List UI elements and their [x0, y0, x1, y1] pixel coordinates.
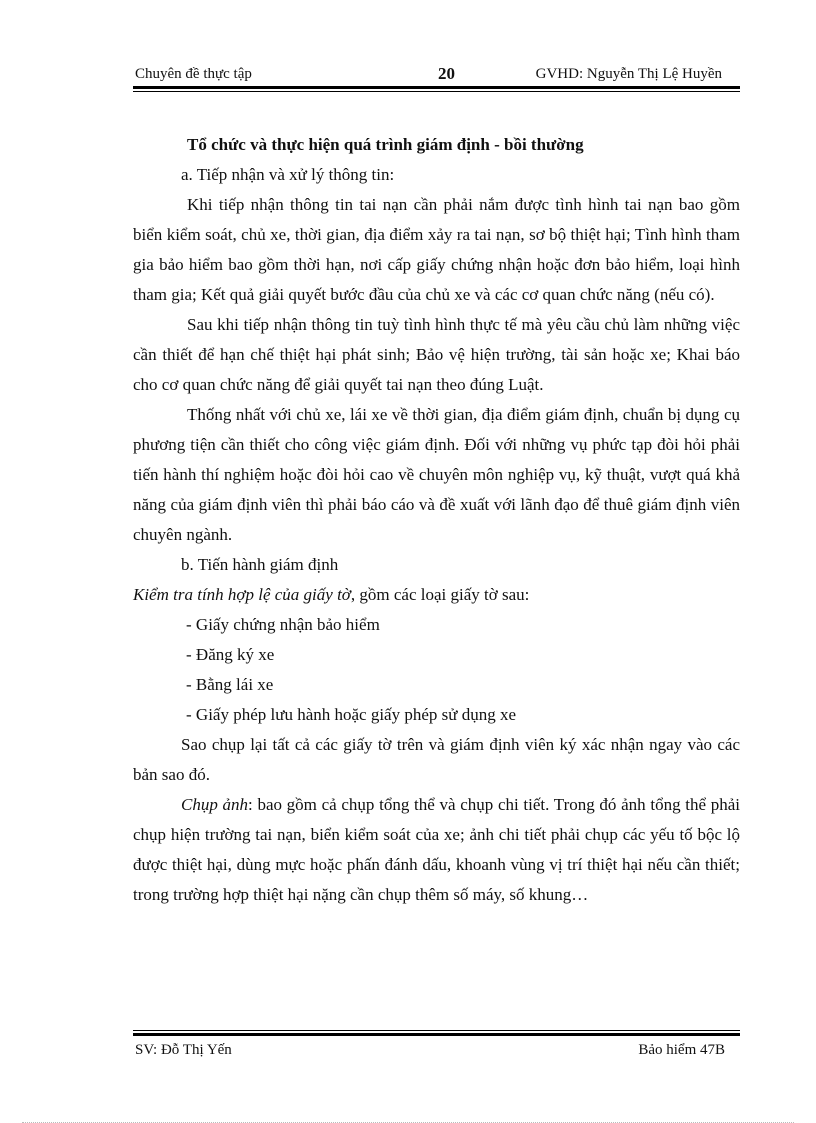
- paragraph-agreement: Thống nhất với chủ xe, lái xe về thời gian, địa điểm giám định, chuẩn bị dụng cụ phương tiện cần thiết cho công việc giám định. Đối với những vụ phức tạp đòi hỏi phải tiến hành thí nghiệm hoặc đòi hỏi cao về chuyên môn nghiệp vụ, kỹ thuật, vượt quá khả năng của giám định viên thì phải báo cáo và đề xuất với lãnh đạo để thuê giám định viên chuyên ngành.: [133, 405, 740, 544]
- photography-text: : bao gồm cả chụp tổng thể và chụp chi tiết. Trong đó ảnh tổng thể phải chụp hiện trường tai nạn, biển kiểm soát của xe; ảnh chi tiết phải chụp các yếu tố bộc lộ được thiệt hại, dùng mực hoặc phấn đánh dấu, khoanh vùng vị trí thiệt hại nếu cần thiết; trong trường hợp thiệt hại nặng cần chụp thêm số máy, số khung…: [133, 795, 740, 904]
- footer-rule-thick: [133, 1033, 740, 1036]
- subsection-b-heading: b. Tiến hành giám định: [181, 555, 339, 574]
- document-list-item: - Giấy phép lưu hành hoặc giấy phép sử dụng xe: [186, 705, 517, 724]
- header-document-type: Chuyên đề thực tập: [135, 66, 252, 82]
- check-documents-text: , gồm các loại giấy tờ sau:: [350, 585, 530, 604]
- page-body: [133, 130, 740, 910]
- header-supervisor: GVHD: Nguyễn Thị Lệ Huyền: [535, 66, 722, 82]
- page-header: [135, 64, 740, 84]
- paragraph-check-documents: [133, 580, 740, 610]
- header-rule-thin: [133, 91, 740, 92]
- check-documents-label: Kiểm tra tính hợp lệ của giấy tờ: [133, 585, 351, 604]
- document-list-item: - Giấy chứng nhận bảo hiểm: [186, 615, 380, 634]
- document-list-item: - Đăng ký xe: [186, 645, 275, 664]
- footer-rule-thin: [133, 1030, 740, 1031]
- footer-class: Bảo hiểm 47B: [638, 1042, 725, 1058]
- document-list-item: - Bằng lái xe: [186, 675, 274, 694]
- header-rule-thick: [133, 86, 740, 89]
- footer-student: SV: Đỗ Thị Yến: [135, 1042, 232, 1058]
- paragraph-photography: [133, 790, 740, 910]
- paragraph-info-reception: Khi tiếp nhận thông tin tai nạn cần phải nắm được tình hình tai nạn bao gồm biển kiểm soát, chủ xe, thời gian, địa điểm xảy ra tai nạn, sơ bộ thiệt hại; Tình hình tham gia bảo hiểm bao gồm thời hạn, nơi cấp giấy chứng nhận hoặc đơn bảo hiểm, loại hình tham gia; Kết quả giải quyết bước đầu của chủ xe và các cơ quan chức năng (nếu có).: [133, 195, 740, 304]
- subsection-a-heading: a. Tiếp nhận và xử lý thông tin:: [181, 165, 395, 184]
- photography-label: Chụp ảnh: [181, 795, 249, 814]
- section-title: Tổ chức và thực hiện quá trình giám định - bồi thường: [187, 135, 584, 154]
- paragraph-copy-documents: Sao chụp lại tất cả các giấy tờ trên và giám định viên ký xác nhận ngay vào các bản sao đó.: [133, 735, 740, 784]
- page-number: 20: [438, 64, 455, 83]
- paragraph-after-reception: Sau khi tiếp nhận thông tin tuỳ tình hình thực tế mà yêu cầu chủ làm những việc cần thiết để hạn chế thiệt hại phát sinh; Bảo vệ hiện trường, tài sản hoặc xe; Khai báo cho cơ quan chức năng để giải quyết tai nạn theo đúng Luật.: [133, 315, 740, 394]
